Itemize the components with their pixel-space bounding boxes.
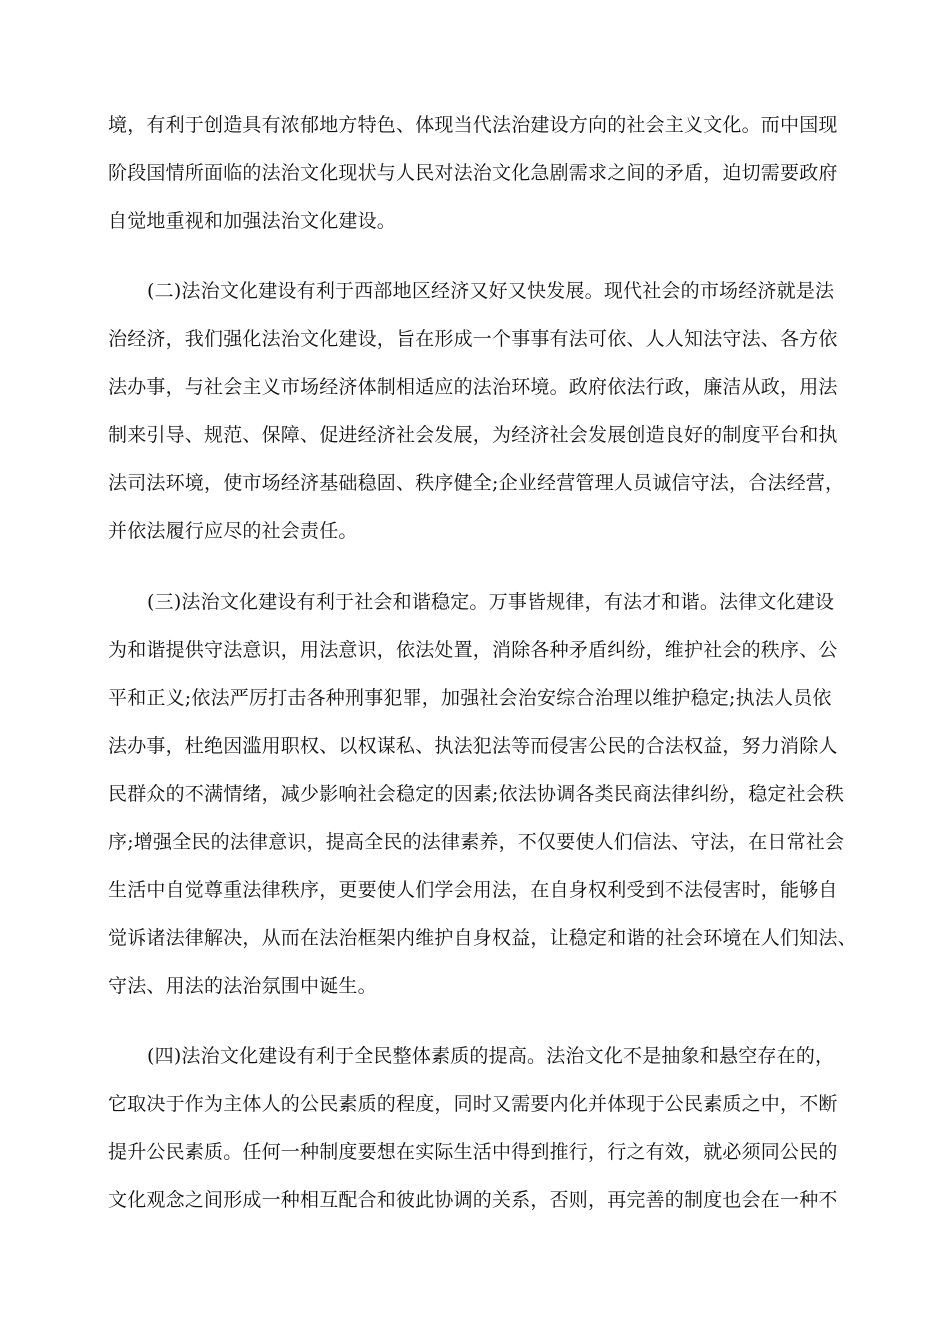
text-line: 提升公民素质。任何一种制度要想在实际生活中得到推行，行之有效，就必须同公民的 xyxy=(108,1141,838,1163)
text-line: 法办事，与社会主义市场经济体制相适应的法治环境。政府依法行政，廉洁从政，用法 xyxy=(108,376,838,398)
paragraph-4-first-line: (四)法治文化建设有利于全民整体素质的提高。法治文化不是抽象和悬空存在的， xyxy=(147,1045,835,1067)
text-line: 制来引导、规范、保障、促进经济社会发展，为经济社会发展创造良好的制度平台和执 xyxy=(108,424,838,446)
text-line: 生活中自觉尊重法律秩序，更要使人们学会用法，在自身权利受到不法侵害时，能够自 xyxy=(108,879,838,901)
text-line: 阶段国情所面临的法治文化现状与人民对法治文化急剧需求之间的矛盾，迫切需要政府 xyxy=(108,162,838,184)
paragraph-2-first-line: (二)法治文化建设有利于西部地区经济又好又快发展。现代社会的市场经济就是法 xyxy=(147,280,835,302)
text-line: 治经济，我们强化法治文化建设，旨在形成一个事事有法可依、人人知法守法、各方依 xyxy=(108,328,838,350)
text-line: 民群众的不满情绪，减少影响社会稳定的因素;依法协调各类民商法律纠纷，稳定社会秩 xyxy=(108,783,845,805)
text-line: 文化观念之间形成一种相互配合和彼此协调的关系，否则，再完善的制度也会在一种不 xyxy=(108,1189,838,1211)
text-line: 境，有利于创造具有浓郁地方特色、体现当代法治建设方向的社会主义文化。而中国现 xyxy=(108,114,838,136)
text-line: 为和谐提供守法意识，用法意识，依法处置，消除各种矛盾纠纷，维护社会的秩序、公 xyxy=(108,639,838,661)
paragraph-3-first-line: (三)法治文化建设有利于社会和谐稳定。万事皆规律，有法才和谐。法律文化建设 xyxy=(147,591,835,613)
text-line: 平和正义;依法严厉打击各种刑事犯罪，加强社会治安综合治理以维护稳定;执法人员依 xyxy=(108,687,832,709)
text-line: 自觉地重视和加强法治文化建设。 xyxy=(108,210,397,232)
text-line: 序;增强全民的法律意识，提高全民的法律素养，不仅要使人们信法、守法，在日常社会 xyxy=(108,831,845,853)
text-line: 并依法履行应尽的社会责任。 xyxy=(108,520,358,542)
text-line: 法司法环境，使市场经济基础稳固、秩序健全;企业经营管理人员诚信守法，合法经营， xyxy=(108,472,845,494)
text-line: 法办事，杜绝因滥用职权、以权谋私、执法犯法等而侵害公民的合法权益，努力消除人 xyxy=(108,735,838,757)
text-line: 守法、用法的法治氛围中诞生。 xyxy=(108,975,377,997)
text-line: 它取决于作为主体人的公民素质的程度，同时又需要内化并体现于公民素质之中，不断 xyxy=(108,1093,838,1115)
text-line: 觉诉诸法律解决，从而在法治框架内维护自身权益，让稳定和谐的社会环境在人们知法、 xyxy=(108,927,857,949)
